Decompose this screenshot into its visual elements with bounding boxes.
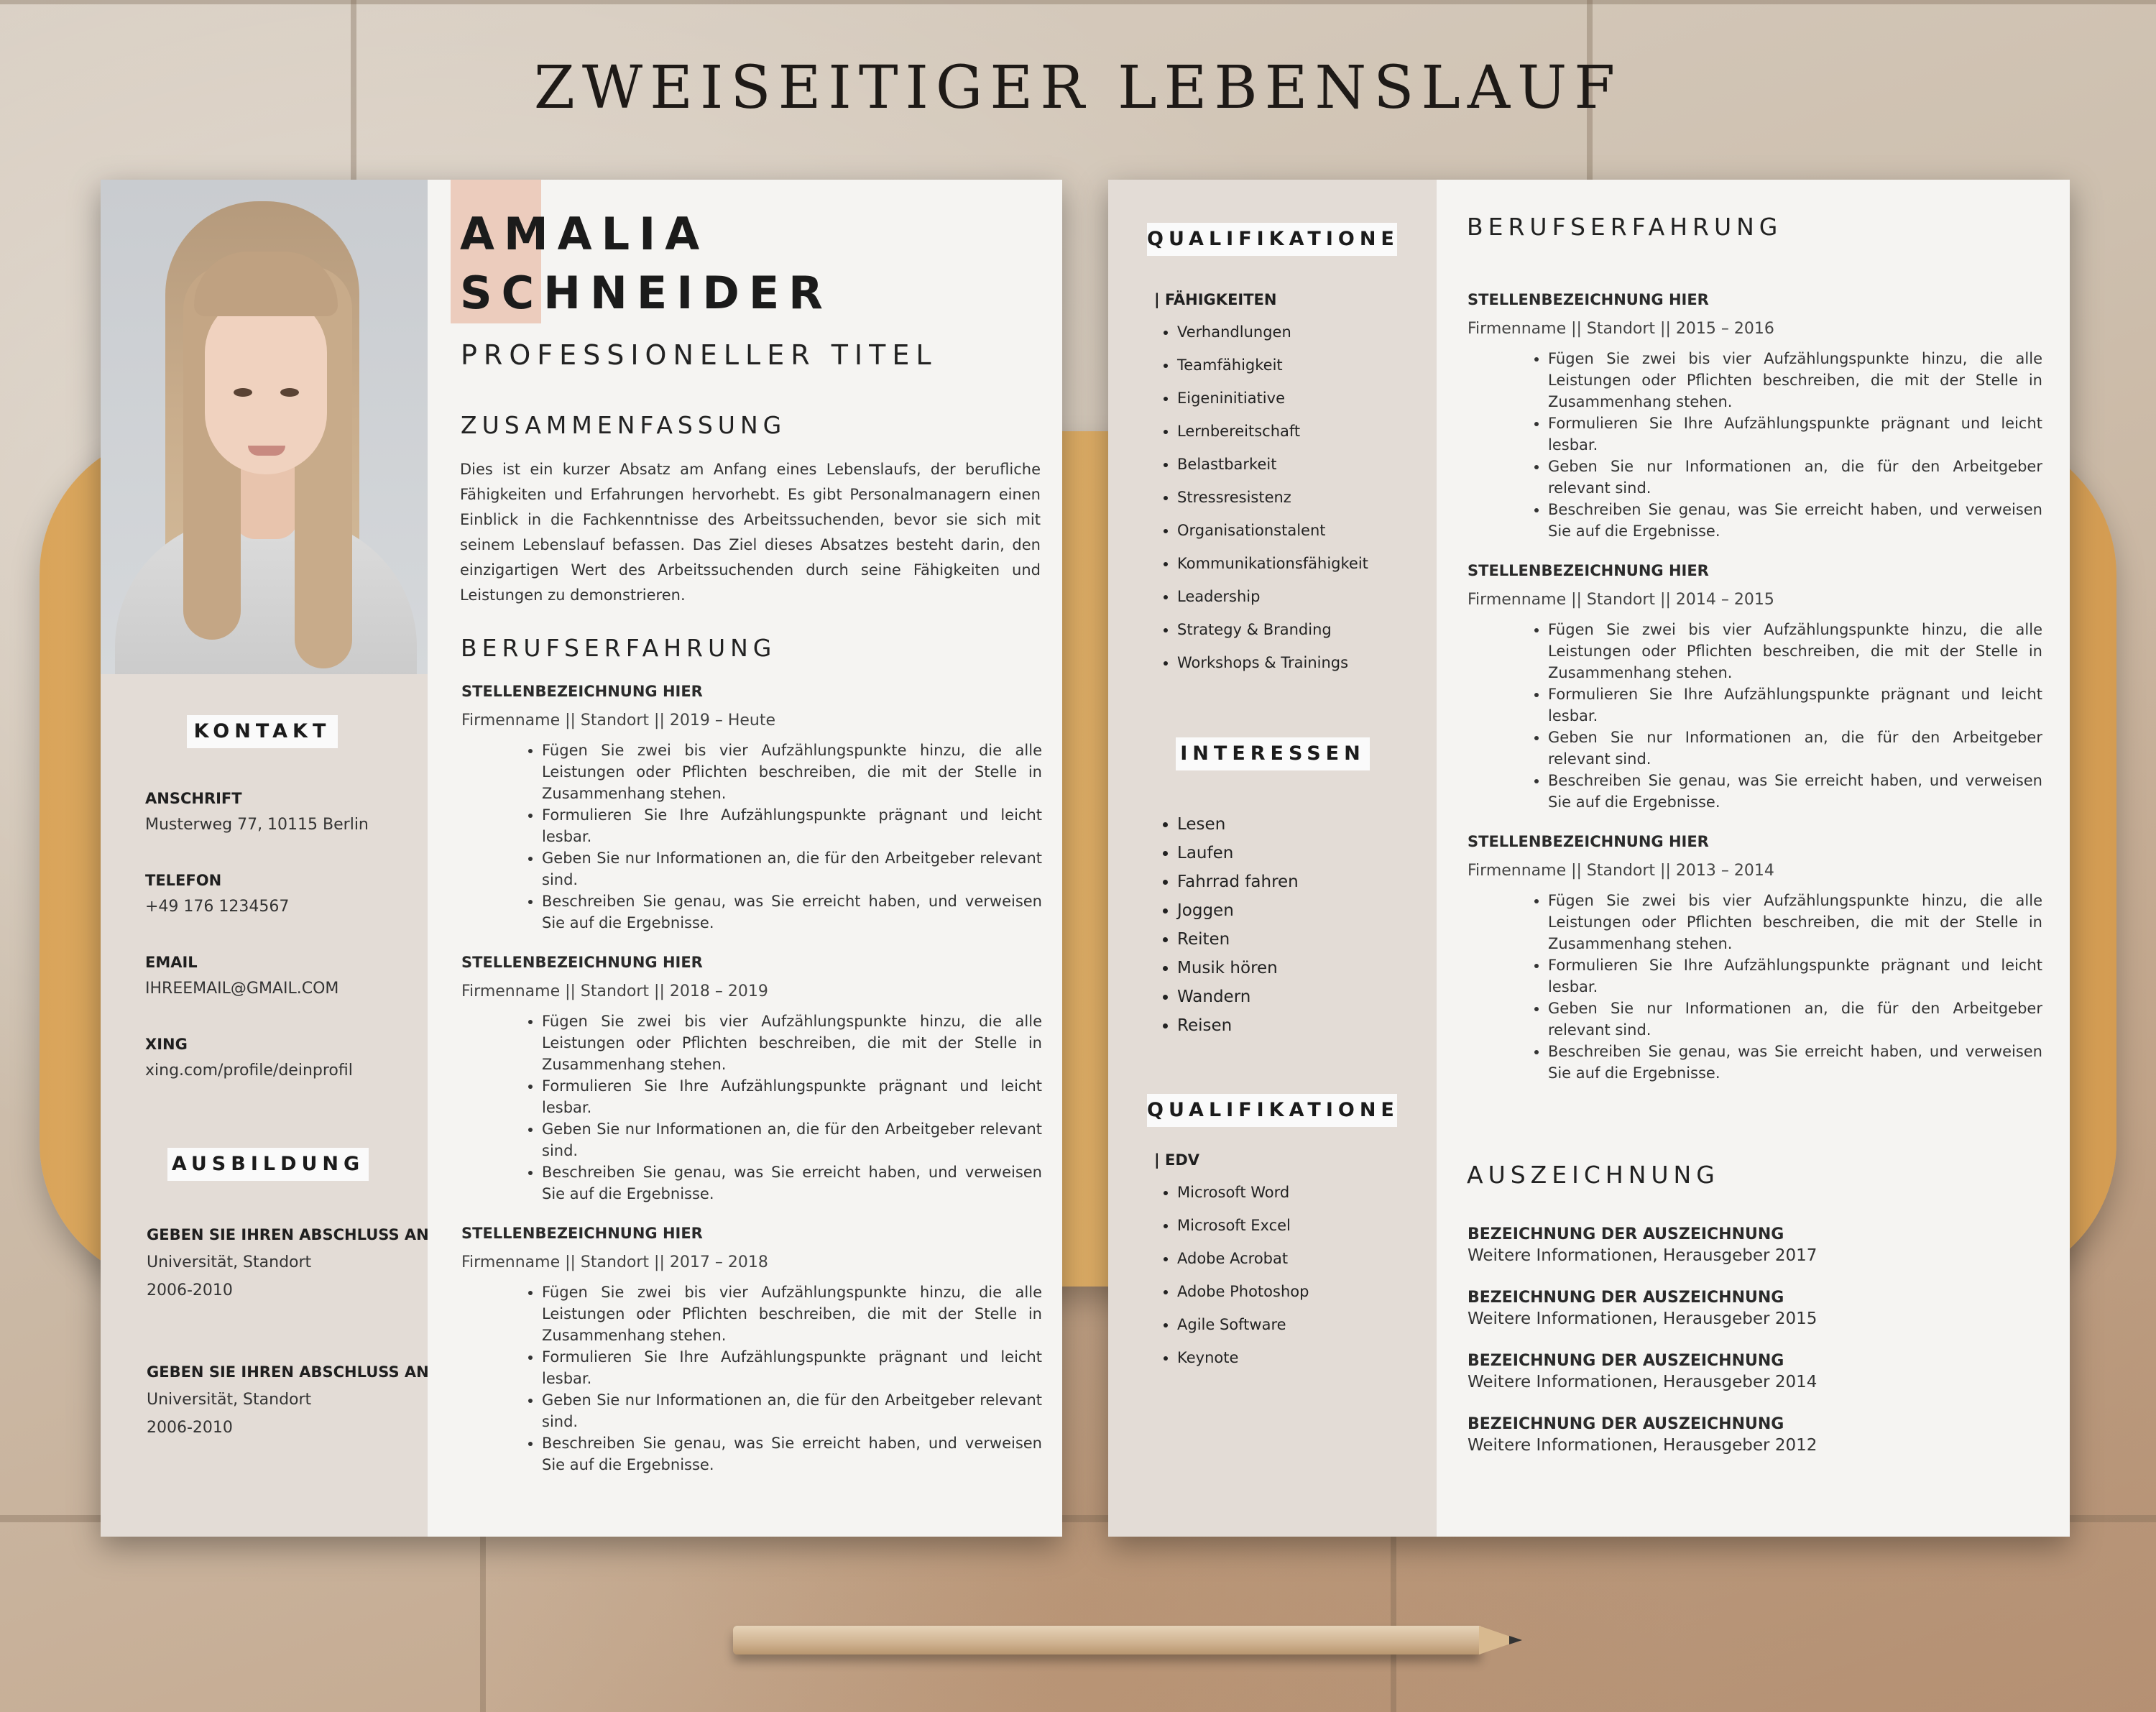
award-entry bbox=[1468, 1415, 1817, 1455]
job-bullets bbox=[1468, 619, 2042, 813]
last-name: SCHNEIDER bbox=[460, 267, 832, 319]
lips bbox=[248, 446, 285, 456]
job-bullets bbox=[1468, 348, 2042, 542]
job-entry bbox=[461, 954, 1042, 1205]
edv-item: • Keynote bbox=[1177, 1349, 1309, 1366]
skill-item: • Belastbarkeit bbox=[1177, 456, 1368, 473]
job-title: STELLENBEZEICHNUNG HIER bbox=[461, 683, 703, 700]
education-degree: GEBEN SIE IHREN ABSCHLUSS AN bbox=[147, 1363, 429, 1381]
job-bullet: • Formulieren Sie Ihre Aufzählungspunkte prägnant und leicht lesbar. bbox=[542, 1075, 1042, 1118]
person-name bbox=[460, 205, 832, 323]
edv-item: • Adobe Photoshop bbox=[1177, 1283, 1309, 1300]
tile-joint bbox=[1391, 1522, 1396, 1712]
contact-label: XING bbox=[145, 1036, 188, 1053]
job-bullet: • Formulieren Sie Ihre Aufzählungspunkte prägnant und leicht lesbar. bbox=[1548, 413, 2042, 456]
job-bullet: • Beschreiben Sie genau, was Sie erreicht haben, und verweisen Sie auf die Ergebnisse. bbox=[1548, 1041, 2042, 1084]
job-entry bbox=[1468, 833, 2042, 1084]
skill-item: • Workshops & Trainings bbox=[1177, 654, 1368, 671]
job-meta: Firmenname || Standort || 2013 – 2014 bbox=[1468, 862, 1774, 880]
contact-label: EMAIL bbox=[145, 954, 198, 971]
job-bullet: • Fügen Sie zwei bis vier Aufzählungspunkte hinzu, die alle Leistungen oder Pflichten beschreiben, die mit der Stelle in Zusammenhang stehen. bbox=[1548, 619, 2042, 684]
skill-item: • Lernbereitschaft bbox=[1177, 423, 1368, 440]
profile-photo bbox=[101, 180, 428, 674]
neck bbox=[234, 467, 298, 539]
job-meta: Firmenname || Standort || 2018 – 2019 bbox=[461, 982, 768, 1000]
job-bullet: • Fügen Sie zwei bis vier Aufzählungspunkte hinzu, die alle Leistungen oder Pflichten beschreiben, die mit der Stelle in Zusammenhang stehen. bbox=[1548, 890, 2042, 954]
interest-item: • Fahrrad fahren bbox=[1177, 873, 1299, 891]
job-title: STELLENBEZEICHNUNG HIER bbox=[1468, 562, 1709, 579]
award-title: BEZEICHNUNG DER AUSZEICHNUNG bbox=[1468, 1352, 1784, 1370]
tile-joint bbox=[0, 0, 2156, 4]
skills-subheading: | FÄHIGKEITEN bbox=[1154, 291, 1277, 308]
interest-item: • Musik hören bbox=[1177, 959, 1299, 977]
job-bullet: • Beschreiben Sie genau, was Sie erreicht haben, und verweisen Sie auf die Ergebnisse. bbox=[542, 1161, 1042, 1205]
job-title: STELLENBEZEICHNUNG HIER bbox=[1468, 833, 1709, 850]
contact-phone bbox=[145, 872, 289, 916]
job-meta: Firmenname || Standort || 2019 – Heute bbox=[461, 712, 776, 730]
edv-list bbox=[1154, 1184, 1309, 1382]
summary-text: Dies ist ein kurzer Absatz am Anfang eines Lebenslaufs, der berufliche Fähigkeiten und Erfahrungen hervorhebt. Es gibt Personalmanagern einen Einblick in die Fachkenntnisse des Arbeitssuchenden, bevor sie sich mit seinem Lebenslauf befassen. Das Ziel dieses Absatzes besteht darin, den einzigartigen Wert des Arbeitssuchenden durch seine Fähigkeiten und Leistungen zu demonstrieren. bbox=[460, 461, 1041, 604]
education-heading: AUSBILDUNG bbox=[167, 1148, 369, 1181]
education-school: Universität, Standort bbox=[147, 1253, 312, 1271]
job-bullet: • Fügen Sie zwei bis vier Aufzählungspunkte hinzu, die alle Leistungen oder Pflichten beschreiben, die mit der Stelle in Zusammenhang stehen. bbox=[542, 1011, 1042, 1075]
job-bullet: • Formulieren Sie Ihre Aufzählungspunkte prägnant und leicht lesbar. bbox=[1548, 684, 2042, 727]
job-bullet: • Fügen Sie zwei bis vier Aufzählungspunkte hinzu, die alle Leistungen oder Pflichten beschreiben, die mit der Stelle in Zusammenhang stehen. bbox=[542, 740, 1042, 804]
award-entry bbox=[1468, 1225, 1817, 1265]
contact-label: TELEFON bbox=[145, 872, 222, 889]
skills-list bbox=[1154, 323, 1368, 687]
tile-joint bbox=[480, 1522, 486, 1712]
contact-address bbox=[145, 790, 369, 834]
award-title: BEZEICHNUNG DER AUSZEICHNUNG bbox=[1468, 1289, 1784, 1307]
interests-heading: INTERESSEN bbox=[1176, 737, 1370, 770]
skill-item: • Kommunikationsfähigkeit bbox=[1177, 555, 1368, 572]
edv-item: • Microsoft Word bbox=[1177, 1184, 1309, 1201]
interest-item: • Reiten bbox=[1177, 930, 1299, 949]
job-bullets bbox=[461, 1281, 1042, 1476]
job-meta: Firmenname || Standort || 2015 – 2016 bbox=[1468, 320, 1774, 338]
contact-label: ANSCHRIFT bbox=[145, 790, 242, 807]
pencil-lead bbox=[1509, 1636, 1522, 1644]
skill-item: • Verhandlungen bbox=[1177, 323, 1368, 341]
education-entry bbox=[147, 1363, 429, 1437]
resume-page-1 bbox=[101, 180, 1062, 1537]
interest-item: • Lesen bbox=[1177, 815, 1299, 834]
job-entry bbox=[1468, 562, 2042, 813]
job-bullet: • Fügen Sie zwei bis vier Aufzählungspunkte hinzu, die alle Leistungen oder Pflichten beschreiben, die mit der Stelle in Zusammenhang stehen. bbox=[1548, 348, 2042, 413]
banner-title: ZWEISEITIGER LEBENSLAUF bbox=[533, 54, 1623, 122]
contact-value: IHREEMAIL@GMAIL.COM bbox=[145, 980, 339, 998]
job-bullet: • Formulieren Sie Ihre Aufzählungspunkte prägnant und leicht lesbar. bbox=[542, 804, 1042, 847]
contact-xing bbox=[145, 1036, 353, 1080]
edv-item: • Agile Software bbox=[1177, 1316, 1309, 1333]
awards-heading: AUSZEICHNUNG bbox=[1467, 1161, 1720, 1189]
job-bullets bbox=[461, 740, 1042, 934]
professional-title: PROFESSIONELLER TITEL bbox=[461, 339, 938, 371]
award-info: Weitere Informationen, Herausgeber 2014 bbox=[1468, 1373, 1818, 1391]
award-title: BEZEICHNUNG DER AUSZEICHNUNG bbox=[1468, 1225, 1784, 1243]
job-bullet: • Fügen Sie zwei bis vier Aufzählungspunkte hinzu, die alle Leistungen oder Pflichten beschreiben, die mit der Stelle in Zusammenhang stehen. bbox=[542, 1281, 1042, 1346]
education-degree: GEBEN SIE IHREN ABSCHLUSS AN bbox=[147, 1226, 429, 1243]
qualifications-edv-heading: QUALIFIKATIONE bbox=[1147, 1094, 1397, 1127]
contact-value: Musterweg 77, 10115 Berlin bbox=[145, 816, 369, 834]
education-entry bbox=[147, 1226, 429, 1299]
job-bullets bbox=[1468, 890, 2042, 1084]
summary-heading: ZUSAMMENFASSUNG bbox=[461, 411, 787, 439]
job-bullet: • Geben Sie nur Informationen an, die für den Arbeitgeber relevant sind. bbox=[542, 1389, 1042, 1432]
eye bbox=[234, 388, 252, 397]
experience-heading: BERUFSERFAHRUNG bbox=[461, 634, 777, 662]
contact-value: xing.com/profile/deinprofil bbox=[145, 1062, 353, 1080]
contact-value: +49 176 1234567 bbox=[145, 898, 290, 916]
award-info: Weitere Informationen, Herausgeber 2015 bbox=[1468, 1310, 1818, 1328]
job-bullet: • Geben Sie nur Informationen an, die für den Arbeitgeber relevant sind. bbox=[542, 1118, 1042, 1161]
skill-item: • Teamfähigkeit bbox=[1177, 356, 1368, 374]
pencil bbox=[733, 1626, 1480, 1655]
experience-heading: BERUFSERFAHRUNG bbox=[1467, 213, 1783, 241]
eye bbox=[280, 388, 299, 397]
award-title: BEZEICHNUNG DER AUSZEICHNUNG bbox=[1468, 1415, 1784, 1433]
education-school: Universität, Standort bbox=[147, 1391, 312, 1409]
education-years: 2006-2010 bbox=[147, 1281, 233, 1299]
job-bullet: • Beschreiben Sie genau, was Sie erreicht haben, und verweisen Sie auf die Ergebnisse. bbox=[1548, 499, 2042, 542]
job-bullet: • Geben Sie nur Informationen an, die für den Arbeitgeber relevant sind. bbox=[1548, 727, 2042, 770]
first-name: AMALIA bbox=[460, 208, 709, 260]
job-title: STELLENBEZEICHNUNG HIER bbox=[461, 954, 703, 971]
skill-item: • Strategy & Branding bbox=[1177, 621, 1368, 638]
skill-item: • Leadership bbox=[1177, 588, 1368, 605]
job-meta: Firmenname || Standort || 2017 – 2018 bbox=[461, 1253, 768, 1271]
edv-item: • Microsoft Excel bbox=[1177, 1217, 1309, 1234]
job-bullets bbox=[461, 1011, 1042, 1205]
interests-list bbox=[1154, 815, 1299, 1045]
job-bullet: • Beschreiben Sie genau, was Sie erreicht haben, und verweisen Sie auf die Ergebnisse. bbox=[542, 1432, 1042, 1476]
job-entry bbox=[461, 1225, 1042, 1476]
job-entry bbox=[461, 683, 1042, 934]
interest-item: • Wandern bbox=[1177, 988, 1299, 1006]
interest-item: • Laufen bbox=[1177, 844, 1299, 862]
award-info: Weitere Informationen, Herausgeber 2012 bbox=[1468, 1436, 1818, 1455]
qualifications-heading: QUALIFIKATIONE bbox=[1147, 223, 1397, 256]
skill-item: • Eigeninitiative bbox=[1177, 390, 1368, 407]
award-entry bbox=[1468, 1289, 1817, 1328]
job-bullet: • Geben Sie nur Informationen an, die für den Arbeitgeber relevant sind. bbox=[1548, 456, 2042, 499]
job-bullet: • Formulieren Sie Ihre Aufzählungspunkte prägnant und leicht lesbar. bbox=[542, 1346, 1042, 1389]
job-bullet: • Beschreiben Sie genau, was Sie erreicht haben, und verweisen Sie auf die Ergebnisse. bbox=[542, 890, 1042, 934]
job-meta: Firmenname || Standort || 2014 – 2015 bbox=[1468, 591, 1774, 609]
job-bullet: • Geben Sie nur Informationen an, die für den Arbeitgeber relevant sind. bbox=[1548, 998, 2042, 1041]
job-bullet: • Beschreiben Sie genau, was Sie erreicht haben, und verweisen Sie auf die Ergebnisse. bbox=[1548, 770, 2042, 813]
edv-subheading: | EDV bbox=[1154, 1151, 1200, 1169]
award-entry bbox=[1468, 1352, 1817, 1391]
edv-item: • Adobe Acrobat bbox=[1177, 1250, 1309, 1267]
job-title: STELLENBEZEICHNUNG HIER bbox=[461, 1225, 703, 1242]
contact-heading: KONTAKT bbox=[187, 715, 338, 748]
interest-item: • Reisen bbox=[1177, 1016, 1299, 1035]
contact-email bbox=[145, 954, 338, 998]
job-title: STELLENBEZEICHNUNG HIER bbox=[1468, 291, 1709, 308]
skill-item: • Stressresistenz bbox=[1177, 489, 1368, 506]
job-bullet: • Formulieren Sie Ihre Aufzählungspunkte prägnant und leicht lesbar. bbox=[1548, 954, 2042, 998]
interest-item: • Joggen bbox=[1177, 901, 1299, 920]
resume-page-2 bbox=[1108, 180, 2070, 1537]
job-bullet: • Geben Sie nur Informationen an, die für den Arbeitgeber relevant sind. bbox=[542, 847, 1042, 890]
award-info: Weitere Informationen, Herausgeber 2017 bbox=[1468, 1246, 1818, 1265]
job-entry bbox=[1468, 291, 2042, 542]
skill-item: • Organisationstalent bbox=[1177, 522, 1368, 539]
shirt bbox=[115, 517, 417, 674]
education-years: 2006-2010 bbox=[147, 1419, 233, 1437]
